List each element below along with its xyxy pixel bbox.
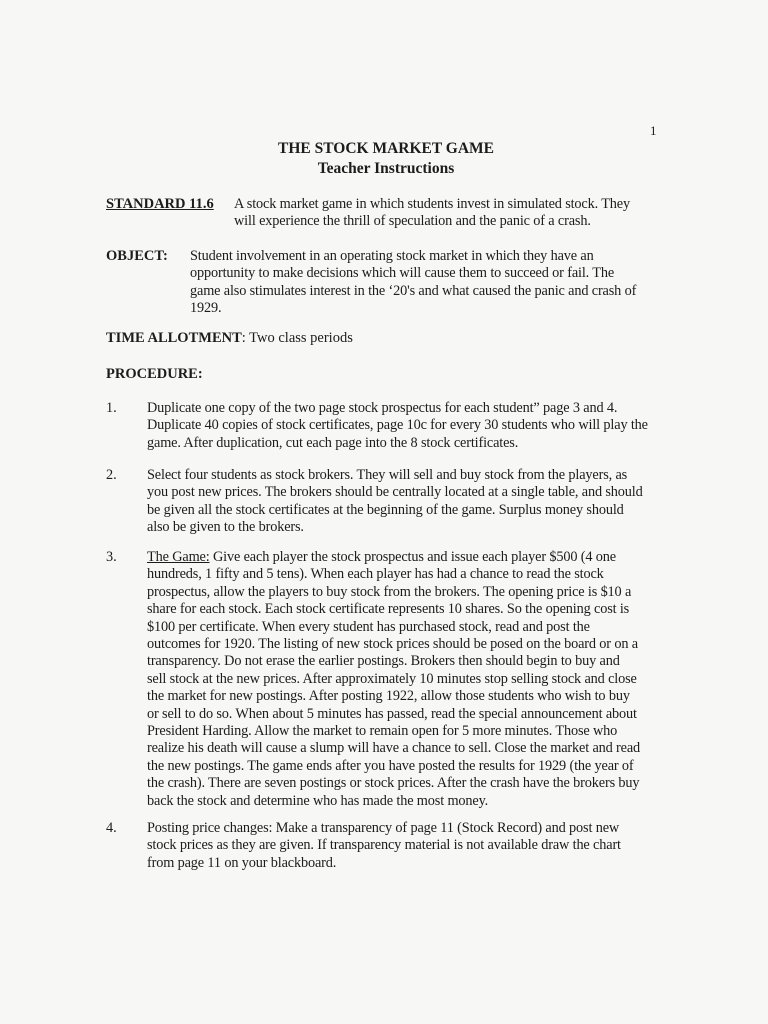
object-line: game also stimulates interest in the ‘20's and what caused the panic and crash of: [190, 282, 637, 299]
time-allotment: [106, 330, 353, 347]
item-number: 3.: [106, 549, 117, 565]
object-label: OBJECT:: [106, 248, 168, 264]
item-line: President Harding. Allow the market to remain open for 5 more minutes. Those who: [147, 723, 618, 740]
object-line: opportunity to make decisions which will cause them to succeed or fail. The: [190, 265, 615, 282]
item-line: the crash). There are seven postings or stock prices. After the crash have the brokers buy: [147, 775, 640, 792]
item-line: the new postings. The game ends after you have posted the results for 1929 (the year of: [147, 757, 634, 774]
item-line: the market for new postings. After posting 1922, allow those students who wish to buy: [147, 688, 630, 705]
item-line: also be given to the brokers.: [147, 519, 304, 536]
item-line: hundreds, 1 fifty and 5 tens). When each player has had a chance to read the stock: [147, 566, 604, 583]
item-line: back the stock and determine who has made the most money.: [147, 792, 489, 809]
item-line: $100 per certificate. When every student has purchased stock, read and post the: [147, 618, 590, 635]
object-line: 1929.: [190, 300, 222, 317]
time-allotment-value: : Two class periods: [241, 330, 353, 346]
item-line: Select four students as stock brokers. They will sell and buy stock from the players, as: [147, 467, 628, 483]
standard-description: [234, 196, 630, 231]
item-line: transparency. Do not erase the earlier postings. Brokers then should begin to buy and: [147, 653, 620, 670]
the-game-heading: The Game:: [147, 549, 210, 565]
procedure-item-3: [147, 549, 640, 810]
item-line-rest: Give each player the stock prospectus and issue each player $500 (4 one: [209, 549, 617, 565]
time-allotment-label: TIME ALLOTMENT: [106, 330, 242, 346]
item-line: outcomes for 1920. The listing of new stock prices should be posed on the board or on a: [147, 636, 638, 653]
item-line: prospectus, allow the players to buy stock from the brokers. The opening price is $10 a: [147, 583, 632, 600]
item-line: stock prices as they are given. If transparency material is not available draw the chart: [147, 837, 621, 854]
item-line: Duplicate one copy of the two page stock prospectus for each student” page 3 and 4.: [147, 400, 618, 416]
standard-line: will experience the thrill of speculation and the panic of a crash.: [234, 213, 591, 230]
document-title: THE STOCK MARKET GAME: [277, 140, 495, 157]
document-subtitle: Teacher Instructions: [317, 160, 455, 177]
item-line: from page 11 on your blackboard.: [147, 854, 337, 871]
item-line: realize his death will cause a slump will have a chance to sell. Close the market and read: [147, 740, 641, 757]
item-line: game. After duplication, cut each page into the 8 stock certificates.: [147, 434, 519, 451]
item-line: be given all the stock certificates at the beginning of the game. Surplus money should: [147, 501, 624, 518]
page-number: 1: [650, 123, 657, 138]
procedure-label: PROCEDURE:: [106, 366, 203, 382]
item-number: 1.: [106, 400, 117, 416]
item-line: [147, 549, 640, 566]
procedure-item-1: [147, 400, 648, 452]
item-line: or sell to do so. When about 5 minutes has passed, read the special announcement about: [147, 705, 637, 722]
item-line: sell stock at the new prices. After approximately 10 minutes stop selling stock and close: [147, 670, 637, 687]
procedure-item-4: [147, 820, 621, 872]
item-line: share for each stock. Each stock certificate represents 10 shares. So the opening cost is: [147, 601, 630, 618]
procedure-item-2: [147, 467, 643, 537]
standard-label: STANDARD 11.6: [106, 196, 214, 212]
object-description: [190, 248, 636, 318]
item-line: Duplicate 40 copies of stock certificates, page 10c for every 30 students who will play the: [147, 417, 648, 434]
standard-line: A stock market game in which students invest in simulated stock. They: [234, 196, 630, 212]
item-line: you post new prices. The brokers should be centrally located at a single table, and should: [147, 484, 643, 501]
object-line: Student involvement in an operating stock market in which they have an: [190, 248, 594, 264]
item-line: Posting price changes: Make a transparency of page 11 (Stock Record) and post new: [147, 820, 620, 836]
item-number: 4.: [106, 820, 117, 836]
item-number: 2.: [106, 467, 117, 483]
